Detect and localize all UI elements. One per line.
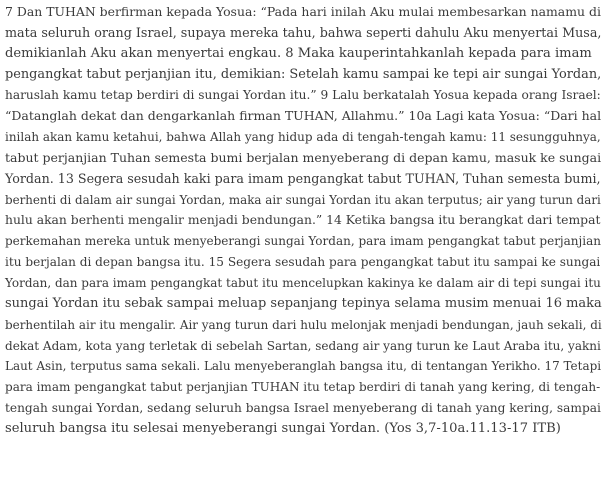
passage-line: seluruh bangsa itu selesai menyeberangi sungai Yordan. (Yos 3,7-10a.11.13-17 ITB)	[5, 420, 561, 436]
passage-line: tabut perjanjian Tuhan semesta bumi berjalan menyeberang di depan kamu, masuk ke sungai	[5, 149, 602, 165]
passage-line: sungai Yordan itu sebak sampai meluap sepanjang tepinya selama musim menuai 16 maka	[5, 295, 602, 311]
passage-line: tengah sungai Yordan, sedang seluruh bangsa Israel menyeberang di tanah yang kering, sampai	[5, 401, 601, 416]
passage-line: 7 Dan TUHAN berfirman kepada Yosua: “Pada hari inilah Aku mulai membesarkan namamu di	[5, 4, 601, 19]
passage-line: inilah akan kamu ketahui, bahwa Allah yang hidup ada di tengah-tengah kamu: 11 sesungguhnya,	[5, 130, 601, 145]
passage-line: haruslah kamu tetap berdiri di sungai Yordan itu.” 9 Lalu berkatalah Yosua kepada orang Israel:	[5, 88, 601, 103]
passage-line: pengangkat tabut perjanjian itu, demikian: Setelah kamu sampai ke tepi air sungai Yordan,	[5, 66, 602, 82]
passage-line: Yordan. 13 Segera sesudah kaki para imam pengangkat tabut TUHAN, Tuhan semesta bumi,	[5, 170, 601, 186]
passage-line: itu berjalan di depan bangsa itu. 15 Segera sesudah para pengangkat tabut itu sampai ke sungai	[5, 255, 601, 270]
passage-line: mata seluruh orang Israel, supaya mereka tahu, bahwa seperti dahulu Aku menyertai Musa,	[5, 24, 602, 40]
passage-line: demikianlah Aku akan menyertai engkau. 8 Maka kauperintahkanlah kepada para imam	[5, 45, 592, 61]
passage-line: “Datanglah dekat dan dengarkanlah firman TUHAN, Allahmu.” 10a Lagi kata Yosua: “Dari hal	[5, 108, 602, 124]
passage-line: berhentilah air itu mengalir. Air yang turun dari hulu melonjak menjadi bendungan, jauh sekali, di	[5, 317, 602, 332]
passage-line: para imam pengangkat tabut perjanjian TUHAN itu tetap berdiri di tanah yang kering, di tengah-	[5, 380, 601, 395]
passage-line: hulu akan berhenti mengalir menjadi bendungan.” 14 Ketika bangsa itu berangkat dari tempat	[5, 213, 601, 228]
passage-line: perkemahan mereka untuk menyeberangi sungai Yordan, para imam pengangkat tabut perjanjian	[5, 234, 601, 249]
passage-line: Yordan, dan para imam pengangkat tabut itu mencelupkan kakinya ke dalam air di tepi sungai itu	[5, 275, 601, 290]
passage-line: dekat Adam, kota yang terletak di sebelah Sartan, sedang air yang turun ke Laut Araba itu, yakni	[5, 338, 601, 353]
passage-line: Laut Asin, terputus sama sekali. Lalu menyeberanglah bangsa itu, di tentangan Yerikho. 17 Tetapi	[5, 359, 602, 374]
passage-line: berhenti di dalam air sungai Yordan, maka air sungai Yordan itu akan terputus; air yang turun dari	[5, 192, 601, 207]
